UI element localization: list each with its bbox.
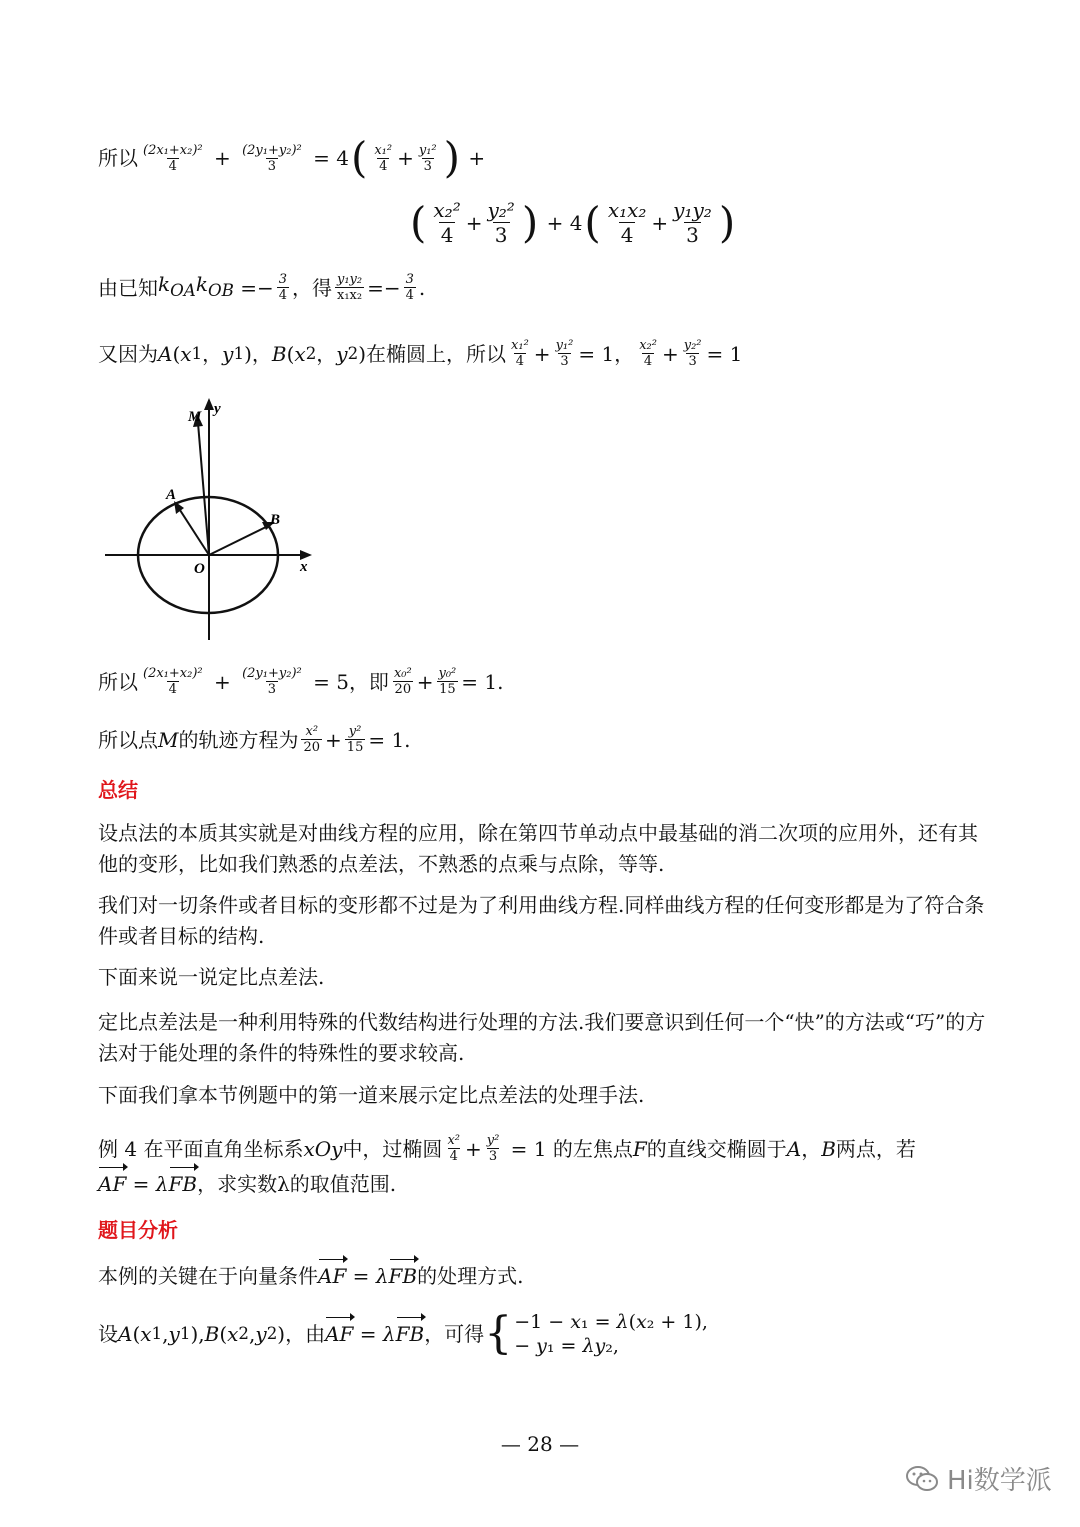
equation-line-1: 所以 $\frac{\text{(2x₁+x₂)²}}{4}$ + $\frac{\text{(2y₁+y₂)²}}{3}$ = 4 ( $\frac{\text{x₁²}}{4}$ + $\frac{\text{y₁²}}{3}$ ) + bbox=[98, 133, 486, 182]
label-B: B bbox=[270, 512, 281, 528]
analysis-line-2: 设 A ( x 1 , y 1 ), B ( x 2 , y 2 ) ，由 AF = λ FB ，可得 { −1 − x₁ = λ(x₂ + 1), − y₁ = λy₂, bbox=[98, 1308, 708, 1359]
analysis-heading: 题目分析 bbox=[98, 1218, 178, 1242]
watermark bbox=[905, 1460, 1052, 1497]
paragraph-3: 下面来说一说定比点差法. bbox=[98, 965, 325, 989]
equation-line-6: 所以点 M 的轨迹方程为 $\frac{\text{x²}}{20}$ + $\frac{\text{y²}}{15}$ = 1. bbox=[98, 724, 411, 755]
equation-system: −1 − x₁ = λ(x₂ + 1), − y₁ = λy₂, bbox=[514, 1311, 708, 1357]
example-line-1: 例 4 在平面直角坐标系 xOy 中，过椭圆 $\frac{\text{x²}}{4}$ + $\frac{\text{y²}}{3}$ = 1 的左焦点 F 的直线交椭圆于 A ， B 两点，若 bbox=[98, 1133, 916, 1164]
paragraph-4: 定比点差法是一种利用特殊的代数结构进行处理的方法.我们要意识到任何一个“快”的方法或“巧”的方法对于能处理的条件的特殊性的要求较高. bbox=[98, 1010, 986, 1065]
wechat-icon bbox=[905, 1464, 939, 1494]
equation-line-2: ( $\frac{\text{x₂²}}{4}$ + $\frac{\text{y₂²}}{3}$ ) + 4 ( $\frac{\text{x₁x₂}}{4}$ + $\frac{\text{y₁y₂}}{3}$ ) bbox=[410, 197, 736, 247]
label-M: M bbox=[188, 409, 202, 425]
summary-heading: 总结 bbox=[98, 778, 138, 802]
example-line-2: AF = λ FB ，求实数λ的取值范围. bbox=[98, 1172, 397, 1196]
label-y: y bbox=[214, 401, 221, 417]
label-O: O bbox=[194, 561, 205, 577]
equation-line-3: 由已知 $k_{OA}k_{OB}$ =− $\frac{3}{4}$ ，得 $\frac{\text{y₁y₂}}{\text{x₁x₂}}$ =− $\frac{3}{4}$ . bbox=[98, 272, 426, 303]
label-A: A bbox=[166, 487, 177, 503]
ellipse-figure bbox=[100, 395, 320, 645]
equation-line-4: 又因为 A ( x 1 ， y 1 )， B ( x 2 ， y 2 ) 在椭圆上，所以 $\frac{\text{x₁²}}{4}$ + $\frac{\text{y₁²}}{3}$ = 1， $\frac{\text{x₂²}}{4}$ + $\frac{\text{y₂²}}{3}$ = 1 bbox=[98, 338, 743, 369]
page-number: — 28 — bbox=[500, 1432, 580, 1456]
label-x: x bbox=[300, 559, 308, 575]
equation-line-5: 所以 $\frac{\text{(2x₁+x₂)²}}{4}$ + $\frac{\text{(2y₁+y₂)²}}{3}$ = 5 ，即 $\frac{\text{x₀²}}{20}$ + $\frac{\text{y₀²}}{15}$ = 1. bbox=[98, 666, 504, 697]
watermark-text: Hi数学派 bbox=[947, 1466, 1052, 1496]
paragraph-2: 我们对一切条件或者目标的变形都不过是为了利用曲线方程.同样曲线方程的任何变形都是为了符合条件或者目标的结构. bbox=[98, 893, 985, 948]
analysis-line-1: 本例的关键在于向量条件 AF = λ FB 的处理方式. bbox=[98, 1264, 524, 1288]
paragraph-1: 设点法的本质其实就是对曲线方程的应用，除在第四节单动点中最基础的消二次项的应用外，还有其他的变形，比如我们熟悉的点差法，不熟悉的点乘与点除，等等. bbox=[98, 821, 978, 876]
paragraph-5: 下面我们拿本节例题中的第一道来展示定比点差法的处理手法. bbox=[98, 1083, 645, 1107]
